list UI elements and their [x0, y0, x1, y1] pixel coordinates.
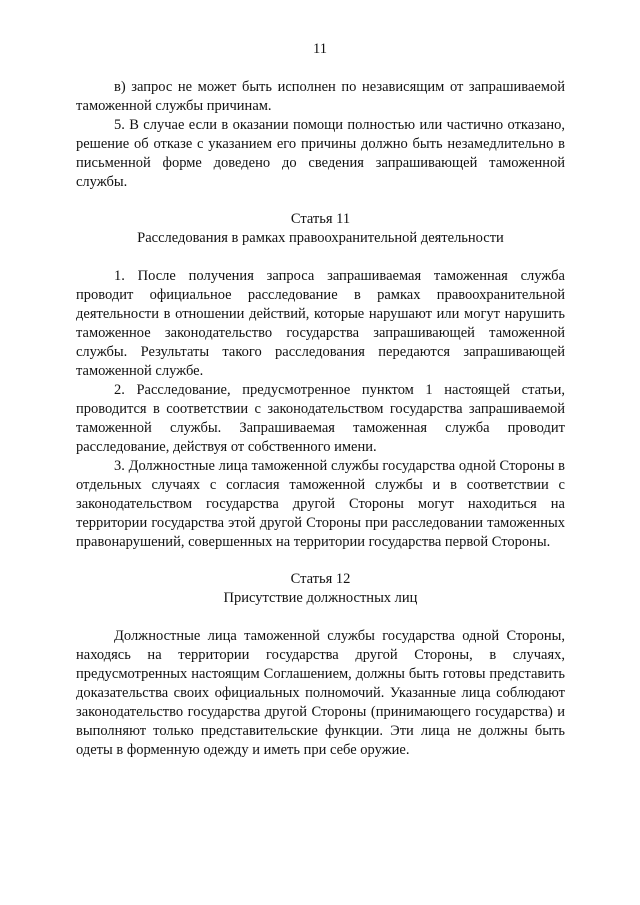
article-11-paragraph-2: 2. Расследование, предусмотренное пунктом 1 настоящей статьи, проводится в соответствии с законодательством государства запрашиваемой таможенной службы. Запрашиваемая таможенная служба проводит расследование, действуя от собственного имени.: [76, 382, 565, 455]
page-number: 11: [313, 41, 327, 57]
article-12-title: Присутствие должностных лиц: [223, 590, 418, 606]
article-11-paragraph-3: 3. Должностные лица таможенной службы государства одной Стороны в отдельных случаях с согласия таможенной службы и в соответствии с законодательством государства другой Стороны могут находиться на территории государства этой другой Стороны при расследовании таможенных правонарушений, совершенных на территории государства первой Стороны.: [76, 458, 565, 550]
article-12-number: Статья 12: [290, 571, 351, 587]
article-12-paragraph-1: Должностные лица таможенной службы государства одной Стороны, находясь на территории государства другой Стороны, в случаях, предусмотренных настоящим Соглашением, должны быть готовы представить доказательства своих официальных полномочий. Указанные лица соблюдают законодательство государства другой Стороны (принимающего государства) и выполняют только представительские функции. Эти лица не должны быть одеты в форменную одежду и иметь при себе оружие.: [76, 628, 565, 758]
document-body: [76, 78, 565, 760]
article-11-number: Статья 11: [290, 211, 351, 227]
paragraph-v: в) запрос не может быть исполнен по независящим от запрашиваемой таможенной службы причинам.: [76, 79, 565, 114]
article-11-paragraph-1: 1. После получения запроса запрашиваемая таможенная служба проводит официальное расследование в рамках правоохранительной деятельности в отношении действий, которые нарушают или могут нарушить таможенное законодательство государства запрашивающей таможенной службы. Результаты такого расследования передаются запрашивающей таможенной службе.: [76, 268, 565, 379]
paragraph-5: 5. В случае если в оказании помощи полностью или частично отказано, решение об отказе с указанием его причины должно быть незамедлительно в письменной форме доведено до сведения запрашивающей таможенной службы.: [76, 117, 565, 190]
article-11-title: Расследования в рамках правоохранительной деятельности: [137, 230, 504, 246]
